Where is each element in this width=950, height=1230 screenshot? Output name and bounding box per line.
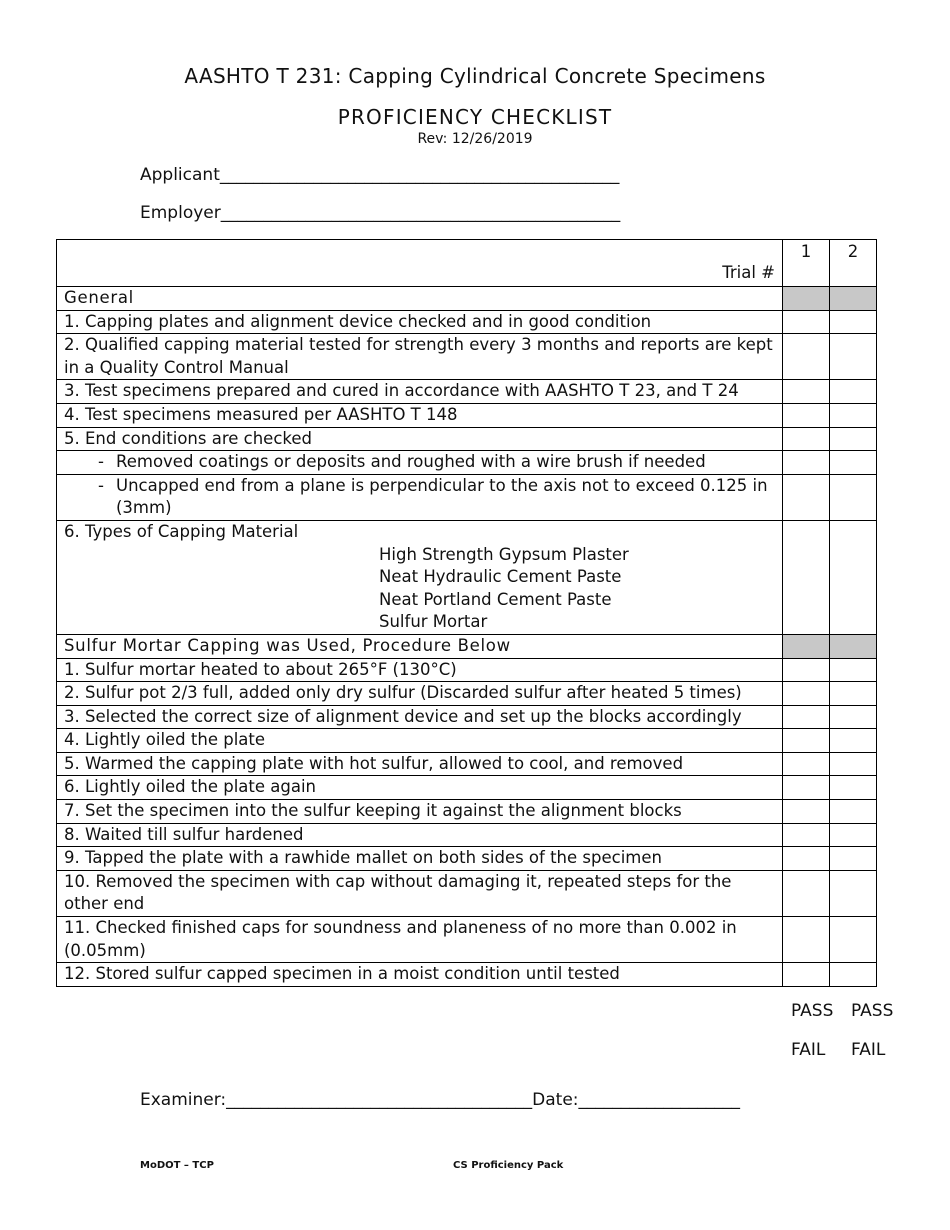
material-option: High Strength Gypsum Plaster [379, 544, 629, 564]
trial-2-cell[interactable] [830, 823, 877, 847]
procedure-step: 6. Lightly oiled the plate again [57, 776, 783, 800]
section-general [57, 287, 877, 311]
trial-2-cell[interactable] [830, 800, 877, 824]
shaded-cell [830, 634, 877, 658]
table-row [57, 800, 877, 824]
procedure-step: 11. Checked finished caps for soundness and planeness of no more than 0.002 in (0.05mm) [57, 917, 783, 963]
table-row [57, 403, 877, 427]
trial-1-cell[interactable] [783, 823, 830, 847]
trial-2-cell[interactable] [830, 380, 877, 404]
procedure-step: 9. Tapped the plate with a rawhide mallet on both sides of the specimen [57, 847, 783, 871]
section-heading: Sulfur Mortar Capping was Used, Procedure Below [57, 634, 783, 658]
trial-2-cell[interactable] [830, 682, 877, 706]
capping-material-types [57, 520, 783, 634]
material-option: Neat Portland Cement Paste [379, 589, 612, 609]
table-row [57, 823, 877, 847]
trial-2-cell[interactable] [830, 752, 877, 776]
trial-2-cell[interactable] [830, 917, 877, 963]
procedure-step: 1. Sulfur mortar heated to about 265°F (130°C) [57, 658, 783, 682]
trial-1-cell[interactable] [783, 705, 830, 729]
procedure-step: 12. Stored sulfur capped specimen in a moist condition until tested [57, 963, 783, 987]
trial-2-cell[interactable] [830, 870, 877, 916]
trial-2-cell[interactable] [830, 310, 877, 334]
checklist-item: 4. Test specimens measured per AASHTO T 148 [57, 403, 783, 427]
trial-1-cell[interactable] [783, 451, 830, 475]
dash-marker: - [98, 475, 104, 495]
trial-1-cell[interactable] [783, 870, 830, 916]
procedure-step: 2. Sulfur pot 2/3 full, added only dry sulfur (Discarded sulfur after heated 5 times) [57, 682, 783, 706]
table-row [57, 729, 877, 753]
trial-2-cell[interactable] [830, 451, 877, 475]
table-row [57, 705, 877, 729]
checklist-item: 6. Types of Capping Material [64, 521, 299, 541]
table-row [57, 917, 877, 963]
table-row [57, 334, 877, 380]
table-row [57, 658, 877, 682]
subitem-text: Removed coatings or deposits and roughed with a wire brush if needed [116, 452, 706, 472]
trial-1-header: 1 [783, 240, 830, 287]
trial-2-cell[interactable] [830, 847, 877, 871]
table-row [57, 427, 877, 451]
table-row [57, 474, 877, 520]
trial-1-cell[interactable] [783, 776, 830, 800]
shaded-cell [830, 287, 877, 311]
trial-label: Trial # [57, 240, 783, 287]
applicant-field[interactable]: Applicant_______________________________________________ [140, 165, 620, 185]
trial-2-cell[interactable] [830, 403, 877, 427]
trial-2-cell[interactable] [830, 776, 877, 800]
table-row [57, 847, 877, 871]
trial-1-fail[interactable]: FAIL [791, 1040, 826, 1060]
trial-1-cell[interactable] [783, 380, 830, 404]
table-row [57, 310, 877, 334]
procedure-step: 4. Lightly oiled the plate [57, 729, 783, 753]
shaded-cell [783, 287, 830, 311]
trial-2-cell[interactable] [830, 427, 877, 451]
trial-1-cell[interactable] [783, 310, 830, 334]
checklist-subitem [57, 451, 783, 475]
trial-1-cell[interactable] [783, 403, 830, 427]
trial-1-cell[interactable] [783, 427, 830, 451]
trial-1-cell[interactable] [783, 474, 830, 520]
table-row [57, 380, 877, 404]
employer-field[interactable]: Employer_______________________________________________ [140, 203, 621, 223]
trial-1-cell[interactable] [783, 752, 830, 776]
section-heading: General [57, 287, 783, 311]
trial-2-cell[interactable] [830, 729, 877, 753]
trial-1-cell[interactable] [783, 729, 830, 753]
subitem-text: Uncapped end from a plane is perpendicular to the axis not to exceed 0.125 in (3mm) [116, 475, 768, 518]
table-row [57, 451, 877, 475]
table-row [57, 520, 877, 634]
checklist-item: 1. Capping plates and alignment device checked and in good condition [57, 310, 783, 334]
trial-1-cell[interactable] [783, 800, 830, 824]
revision-date: Rev: 12/26/2019 [417, 131, 533, 147]
procedure-step: 8. Waited till sulfur hardened [57, 823, 783, 847]
trial-2-cell[interactable] [830, 963, 877, 987]
table-row [57, 776, 877, 800]
trial-2-fail[interactable]: FAIL [851, 1040, 886, 1060]
checklist-heading: PROFICIENCY CHECKLIST [337, 105, 613, 129]
checklist-table [56, 239, 877, 987]
procedure-step: 10. Removed the specimen with cap without damaging it, repeated steps for the other end [57, 870, 783, 916]
table-row [57, 870, 877, 916]
trial-2-cell[interactable] [830, 334, 877, 380]
trial-1-cell[interactable] [783, 917, 830, 963]
trial-header-row [57, 240, 877, 287]
trial-1-cell[interactable] [783, 334, 830, 380]
procedure-step: 7. Set the specimen into the sulfur keeping it against the alignment blocks [57, 800, 783, 824]
trial-2-cell[interactable] [830, 658, 877, 682]
trial-2-header: 2 [830, 240, 877, 287]
trial-1-cell[interactable] [783, 847, 830, 871]
shaded-cell [783, 634, 830, 658]
table-row [57, 963, 877, 987]
table-row [57, 752, 877, 776]
section-sulfur-mortar [57, 634, 877, 658]
table-row [57, 682, 877, 706]
material-option: Sulfur Mortar [379, 612, 488, 632]
material-option: Neat Hydraulic Cement Paste [379, 567, 622, 587]
trial-2-cell[interactable] [830, 520, 877, 634]
trial-2-cell[interactable] [830, 474, 877, 520]
checklist-item: 5. End conditions are checked [57, 427, 783, 451]
trial-1-cell[interactable] [783, 658, 830, 682]
trial-1-pass[interactable]: PASS [791, 1001, 834, 1021]
procedure-step: 5. Warmed the capping plate with hot sulfur, allowed to cool, and removed [57, 752, 783, 776]
checklist-subitem [57, 474, 783, 520]
checklist-item: 2. Qualified capping material tested for strength every 3 months and reports are kept in a Quality Control Manual [57, 334, 783, 380]
examiner-date-field[interactable]: Examiner:____________________________________Date:___________________ [140, 1090, 741, 1110]
trial-2-cell[interactable] [830, 705, 877, 729]
footer-left: MoDOT – TCP [140, 1160, 214, 1171]
procedure-step: 3. Selected the correct size of alignment device and set up the blocks accordingly [57, 705, 783, 729]
trial-1-cell[interactable] [783, 520, 830, 634]
trial-1-cell[interactable] [783, 682, 830, 706]
dash-marker: - [98, 452, 104, 472]
footer-center: CS Proficiency Pack [453, 1160, 564, 1171]
checklist-item: 3. Test specimens prepared and cured in accordance with AASHTO T 23, and T 24 [57, 380, 783, 404]
trial-1-cell[interactable] [783, 963, 830, 987]
trial-2-pass[interactable]: PASS [851, 1001, 894, 1021]
document-title: AASHTO T 231: Capping Cylindrical Concrete Specimens [184, 64, 766, 88]
